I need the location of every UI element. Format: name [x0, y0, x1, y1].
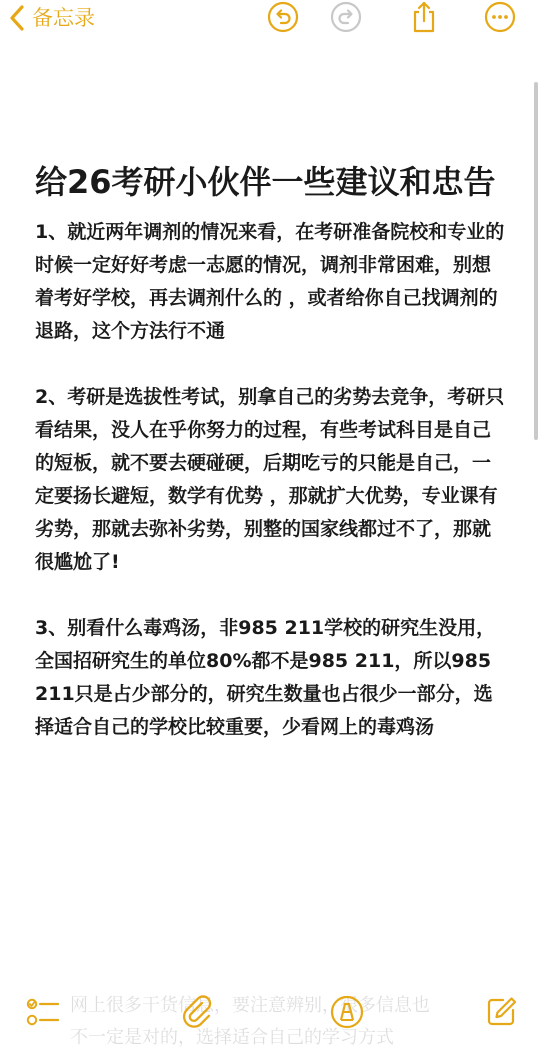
- navigation-bar: [0, 0, 540, 40]
- markup-pen-icon: [330, 995, 364, 1029]
- checklist-button[interactable]: [25, 994, 61, 1030]
- faded-line: 不一定是对的，选择适合自己的学习方式: [70, 1027, 394, 1048]
- redo-icon: [330, 1, 362, 33]
- chevron-left-icon: [6, 3, 28, 33]
- more-button[interactable]: [483, 0, 517, 34]
- note-body[interactable]: [35, 156, 507, 744]
- undo-button[interactable]: [266, 0, 300, 34]
- ellipsis-icon: [484, 1, 516, 33]
- compose-button[interactable]: [483, 994, 519, 1030]
- attachment-button[interactable]: [179, 994, 215, 1030]
- note-paragraph-3: 3、别看什么毒鸡汤，非985 211学校的研究生没用，全国招研究生的单位80%都不是985 211，所以985 211只是占少部分的，研究生数量也占很少一部分，选择适合自己的学校比较重要，少看网上的毒鸡汤: [35, 617, 496, 738]
- undo-icon: [267, 1, 299, 33]
- note-paragraph-2: 2、考研是选拔性考试，别拿自己的劣势去竞争，考研只看结果，没人在乎你努力的过程，有些考试科目是自己的短板，就不要去硬碰硬，后期吃亏的只能是自己，一定要扬长避短，数学有优势 ，那就扩大优势，专业课有劣势，那就去弥补劣势，别整的国家线都过不了，那就很尴尬了!: [35, 386, 505, 573]
- faded-line: 网上很多干货信息，要注意辨别，很多信息也: [70, 995, 430, 1016]
- scrollbar[interactable]: [534, 82, 538, 440]
- back-label: 备忘录: [32, 5, 95, 30]
- note-paragraph-1: 1、就近两年调剂的情况来看，在考研准备院校和专业的时候一定好好考虑一志愿的情况，调剂非常困难，别想着考好学校，再去调剂什么的 ，或者给你自己找调剂的退路，这个方法行不通: [35, 221, 505, 342]
- markup-button[interactable]: [329, 994, 365, 1030]
- redo-button[interactable]: [329, 0, 363, 34]
- back-button[interactable]: [6, 0, 95, 36]
- note-title: 给26考研小伙伴一些建议和忠告: [35, 163, 496, 201]
- paperclip-icon: [180, 994, 214, 1030]
- share-icon: [408, 0, 440, 34]
- compose-icon: [484, 995, 518, 1029]
- bottom-toolbar: [0, 988, 540, 1042]
- share-button[interactable]: [407, 0, 441, 34]
- checklist-icon: [25, 995, 61, 1029]
